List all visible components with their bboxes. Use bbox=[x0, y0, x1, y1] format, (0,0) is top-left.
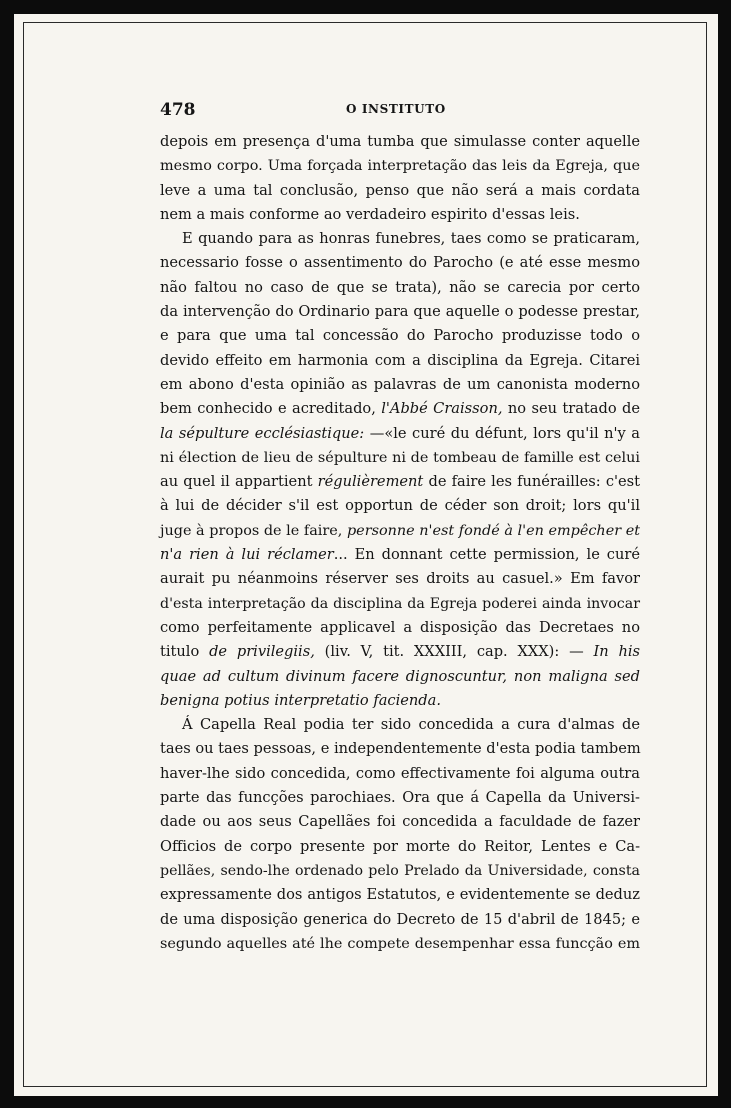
text-line: d'esta interpretação da disciplina da Egreja poderei ainda invocar bbox=[160, 595, 640, 612]
text-line: la sépulture ecclésiastique: —«le curé du défunt, lors qu'il n'y a bbox=[160, 424, 640, 442]
page-number: 478 bbox=[160, 100, 196, 120]
text-line: Officios de corpo presente por morte do Reitor, Lentes e Ca- bbox=[160, 837, 640, 855]
text-line: haver-lhe sido concedida, como effectivamente foi alguma outra bbox=[160, 764, 640, 782]
body-text bbox=[160, 130, 640, 956]
text-line: benigna potius interpretatio facienda. bbox=[160, 691, 441, 709]
text-line: au quel il appartient régulièrement de faire les funérailles: c'est bbox=[160, 473, 640, 491]
text-line: Á Capella Real podia ter sido concedida a cura d'almas de bbox=[182, 716, 640, 734]
text-line: depois em presença d'uma tumba que simulasse conter aquelle bbox=[160, 133, 640, 150]
text-line: dade ou aos seus Capellães foi concedida a faculdade de fazer bbox=[160, 813, 640, 831]
text-line: necessario fosse o assentimento do Parocho (e até esse mesmo bbox=[160, 254, 640, 272]
text-line: mesmo corpo. Uma forçada interpretação das leis da Egreja, que bbox=[160, 158, 640, 175]
text-line: juge à propos de le faire, personne n'est fondé à l'en empêcher et bbox=[160, 522, 640, 539]
text-line: leve a uma tal conclusão, penso que não será a mais cordata bbox=[160, 181, 640, 199]
text-line: à lui de décider s'il est opportun de céder son droit; lors qu'il bbox=[160, 497, 640, 515]
text-line: bem conhecido e acreditado, l'Abbé Craisson, no seu tratado de bbox=[160, 400, 640, 418]
text-line: ni élection de lieu de sépulture ni de tombeau de famille est celui bbox=[160, 449, 640, 466]
text-line: da intervenção do Ordinario para que aquelle o podesse prestar, bbox=[160, 303, 640, 321]
text-line: aurait pu néanmoins réserver ses droits au casuel.» Em favor bbox=[160, 570, 640, 588]
text-line: expressamente dos antigos Estatutos, e evidentemente se deduz bbox=[160, 886, 640, 904]
page-header bbox=[160, 100, 640, 122]
text-line: em abono d'esta opinião as palavras de um canonista moderno bbox=[160, 375, 640, 393]
text-line: como perfeitamente applicavel a disposição das Decretaes no bbox=[160, 618, 640, 636]
text-line: pellães, sendo-lhe ordenado pelo Prelado da Universidade, consta bbox=[160, 862, 640, 879]
text-line: n'a rien à lui réclamer... En donnant cette permission, le curé bbox=[160, 546, 640, 564]
text-line: titulo de privilegiis, (liv. V, tit. XXXIII, cap. XXX): — In his bbox=[160, 643, 641, 661]
text-line: e para que uma tal concessão do Parocho produzisse todo o bbox=[160, 327, 640, 345]
text-line: taes ou taes pessoas, e independentemente d'esta podia tambem bbox=[160, 740, 641, 758]
text-line: não faltou no caso de que se trata), não se carecia por certo bbox=[160, 278, 640, 296]
text-line: parte das funcções parochiaes. Ora que á Capella da Universi- bbox=[160, 789, 640, 807]
text-line: nem a mais conforme ao verdadeiro espirito d'essas leis. bbox=[160, 205, 580, 223]
text-line: devido effeito em harmonia com a disciplina da Egreja. Citarei bbox=[160, 351, 640, 369]
text-line: E quando para as honras funebres, taes como se praticaram, bbox=[182, 230, 640, 248]
running-title: O INSTITUTO bbox=[346, 102, 446, 116]
book-page bbox=[14, 14, 718, 1096]
text-line: quae ad cultum divinum facere dignoscuntur, non maligna sed bbox=[160, 667, 640, 685]
text-line: de uma disposição generica do Decreto de 15 d'abril de 1845; e bbox=[160, 910, 640, 928]
text-line: segundo aquelles até lhe compete desempenhar essa funcção em bbox=[160, 935, 640, 952]
